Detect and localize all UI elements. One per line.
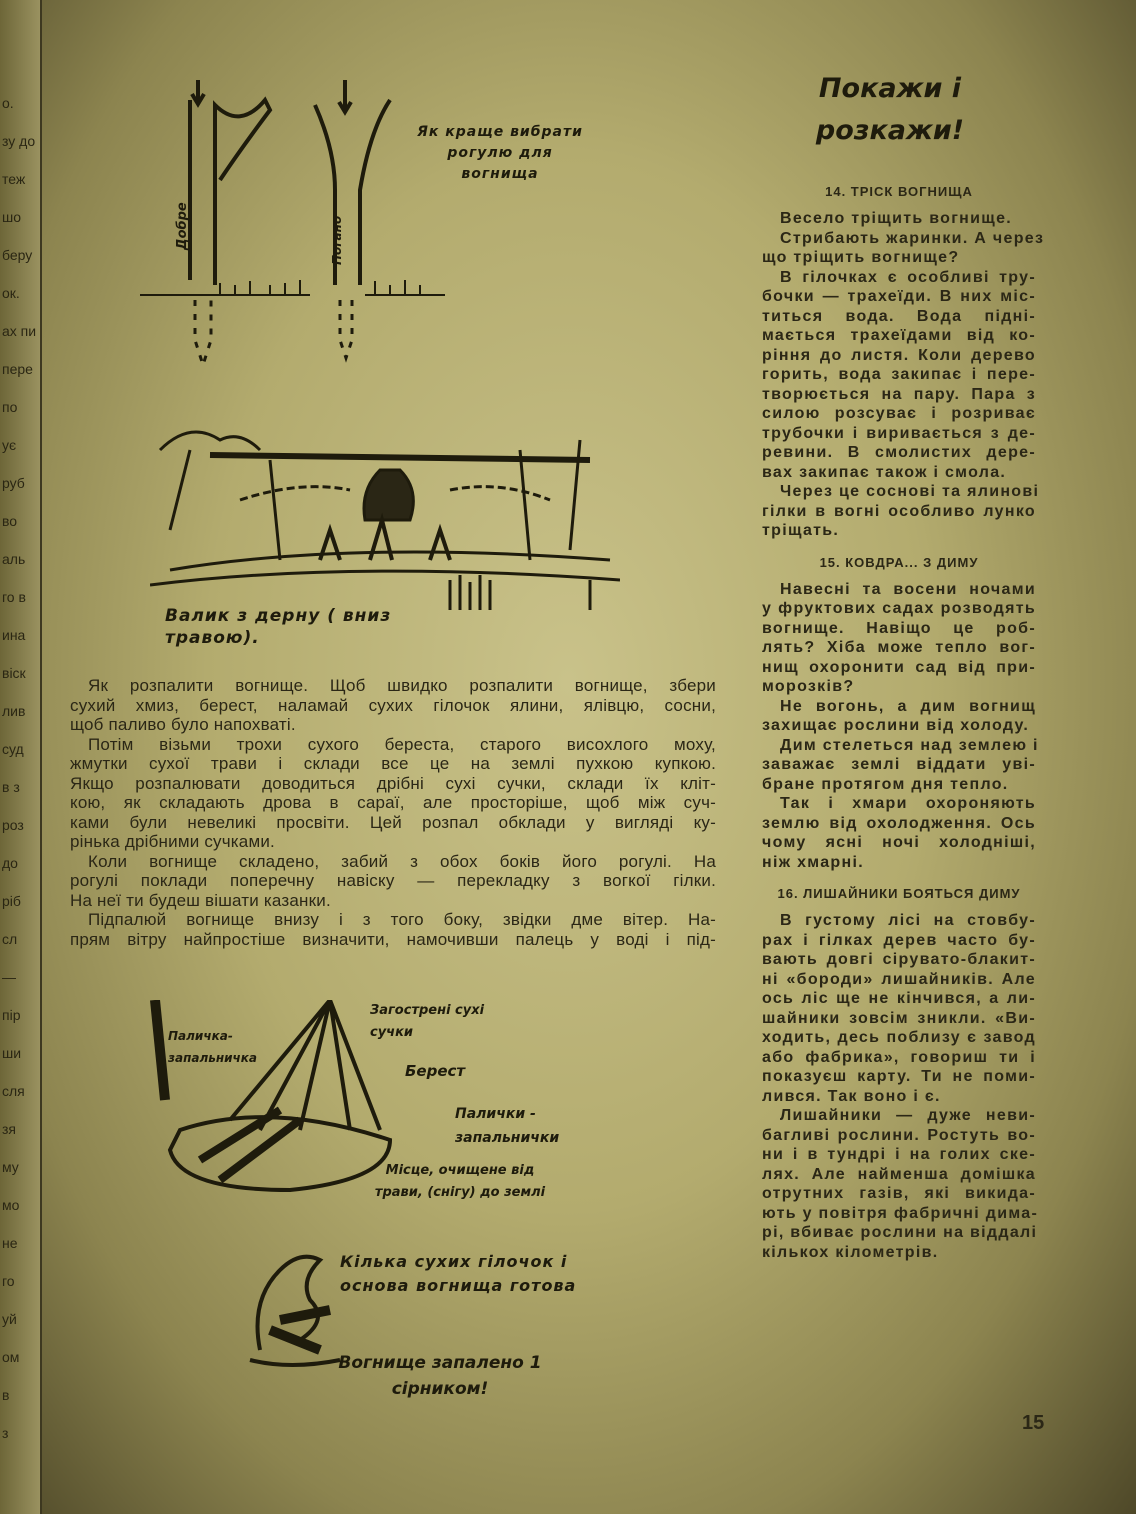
facing-page-fragment: до xyxy=(2,855,18,871)
section-line: Не вогонь, а дим вогнищ xyxy=(780,697,1036,715)
section-line: трубочки і виривається з де- xyxy=(762,424,1036,442)
section-line: бочки — трахеїди. В них міс- xyxy=(762,288,1036,305)
label-bark: Берест xyxy=(405,1062,466,1080)
section-line: силою розсуває і розриває xyxy=(762,405,1036,422)
label-fire-lit: Вогнище запалено 1 сірником! xyxy=(338,1353,542,1399)
facing-page-fragment: ина xyxy=(2,627,26,643)
rubric-title: Покажи і розкажи! xyxy=(815,73,965,146)
facing-page-fragment: сля xyxy=(2,1083,25,1099)
section-line: ють у повітря фабричні дима- xyxy=(762,1204,1039,1222)
section-line: Лишайники — дуже неви- xyxy=(780,1107,1036,1124)
facing-page-fragment: руб xyxy=(2,475,25,491)
section-line: або фабрика», говориш ти і xyxy=(762,1048,1036,1066)
article-line: Коли вогнище складено, забий з обох боків його рогулі. На xyxy=(88,851,716,871)
section-line: нищ охоронити сад від при- xyxy=(762,658,1036,676)
section-line: ни і в тундрі і на голих ске- xyxy=(762,1146,1036,1163)
facing-page-fragment: теж xyxy=(2,171,26,187)
section-heading: 14. ТРІСК ВОГНИЩА xyxy=(825,184,973,199)
label-sharpened-twigs: Загострені сухі сучки xyxy=(370,1003,485,1040)
section-line: отрутних газів, які викида- xyxy=(762,1185,1036,1202)
facing-page-fragment: в xyxy=(2,1387,10,1403)
section-line: Дим стелеться над землею і xyxy=(780,736,1039,754)
section-line: Стрибають жаринки. А через xyxy=(780,229,1045,247)
main-article xyxy=(70,676,716,949)
article-line: ками були невеликі просвіти. Цей розпал обклади у вигляді ку- xyxy=(70,812,716,832)
section-line: землю від охолодження. Ось xyxy=(762,814,1036,832)
facing-page-edge xyxy=(0,0,42,1514)
facing-page-fragment: го xyxy=(2,1273,15,1289)
section-line: кількох кілометрів. xyxy=(762,1243,939,1261)
article-line: На неї ти будеш вішати казанки. xyxy=(70,890,331,910)
section-line: захищає рослини від холоду. xyxy=(762,717,1030,734)
section-line: вогнище. Навіщо це роб- xyxy=(762,619,1036,637)
section-line: рах і гілках дерев часто бу- xyxy=(762,931,1036,949)
article-line: Як розпалити вогнище. Щоб швидко розпалити вогнище, збери xyxy=(88,676,716,695)
section-line: ревини. В смолистих дере- xyxy=(762,444,1036,461)
facing-page-fragment: о. xyxy=(2,95,14,111)
facing-page-fragment: в з xyxy=(2,779,20,795)
section-line: горить, вода закипає і пере- xyxy=(762,366,1036,383)
section-line: лять? Хіба може тепло вог- xyxy=(762,639,1036,656)
fork-label-good: Добре xyxy=(175,202,190,250)
article-line: Якщо розпалювати доводиться дрібні сухі сучки, склади їх кліт- xyxy=(70,773,716,793)
section-line: титься вода. Вода підні- xyxy=(762,307,1036,325)
label-lighter-sticks: Палички - запальнички xyxy=(455,1106,560,1146)
section-line: Весело тріщить вогнище. xyxy=(780,210,1013,227)
facing-page-fragment: му xyxy=(2,1159,19,1175)
facing-page-fragment: го в xyxy=(2,589,26,605)
facing-page-fragment: беру xyxy=(2,247,33,263)
article-line: щоб паливо було напохваті. xyxy=(70,715,296,734)
facing-page-fragment: уй xyxy=(2,1311,17,1327)
section-line: Навесні та восени ночами xyxy=(780,580,1036,598)
section-line: лився. Так воно і є. xyxy=(762,1087,941,1105)
section-line: морозків? xyxy=(762,678,855,695)
section-line: лях. Але найменша домішка xyxy=(762,1165,1036,1183)
fork-label-bad: Погано xyxy=(330,215,344,265)
facing-page-fragment: ок. xyxy=(2,285,20,301)
section-line: творюється на пару. Пара з xyxy=(762,385,1036,403)
facing-page-fragment: віск xyxy=(2,665,26,681)
fire-label: Валик з дерну ( вниз травою). xyxy=(165,606,392,648)
section-line: мається трахеїдами від ко- xyxy=(762,327,1036,344)
section-line: ніж хмарні. xyxy=(762,853,864,871)
forks-illustration xyxy=(120,70,450,370)
article-line: Підпалюй вогнище внизу і з того боку, звідки дме вітер. На- xyxy=(88,910,716,929)
section-line: ходить, десь поблизу є завод xyxy=(762,1029,1036,1046)
facing-page-fragment: по xyxy=(2,399,18,415)
facing-page-fragment: ріб xyxy=(2,893,21,909)
facing-page-fragment: аль xyxy=(2,551,26,567)
section-line: тріщать. xyxy=(762,522,840,539)
section-line: Через це соснові та ялинові xyxy=(780,483,1040,500)
article-line: кою, як складають дрова в сараї, але просторіше, щоб між суч- xyxy=(70,793,716,812)
section-line: гілки в вогні особливо лунко xyxy=(762,502,1036,520)
section-line: чому ясні ночі холодніші, xyxy=(762,834,1036,851)
label-cleared-place: Місце, очищене від трави, (снігу) до землі xyxy=(374,1163,546,1200)
side-column xyxy=(762,170,1045,1262)
forks-title: Як краще вибрати рогулю для вогнища xyxy=(417,124,583,182)
article-line: прям вітру найпростіше визначити, намочивши палець у воді і під- xyxy=(70,929,716,949)
section-line: В густому лісі на стовбу- xyxy=(780,912,1036,929)
section-line: рі, вбиває рослини на віддалі xyxy=(762,1224,1038,1241)
section-line: у фруктових садах розводять xyxy=(762,600,1036,617)
facing-page-fragment: лив xyxy=(2,703,26,719)
facing-page-fragment: зу до xyxy=(2,133,36,149)
facing-page-fragment: ах пи xyxy=(2,323,37,339)
facing-page-fragment: сл xyxy=(2,931,18,947)
section-line: вах закипає також і смола. xyxy=(762,463,1007,481)
label-lighter-stick: Паличка-запальничка xyxy=(168,1029,258,1065)
section-line: заважає землі віддати уві- xyxy=(762,756,1036,773)
facing-page-fragment: мо xyxy=(2,1197,20,1213)
article-line: жмутки сухої трави і склади все це на землі пухкою купкою. xyxy=(70,754,716,773)
facing-page-fragment: з xyxy=(2,1425,9,1441)
section-line: ріння до листя. Коли дерево xyxy=(762,346,1036,364)
facing-page-fragment: шо xyxy=(2,209,22,225)
label-twigs-ready: Кілька сухих гілочок і основа вогнища готова xyxy=(340,1252,577,1295)
section-heading: 16. ЛИШАЙНИКИ БОЯТЬСЯ ДИМУ xyxy=(777,886,1021,901)
page-number: 15 xyxy=(1022,1412,1045,1434)
facing-page-fragment: ує xyxy=(2,437,17,453)
section-line: ні «бороди» лишайників. Але xyxy=(762,970,1036,988)
article-line: Потім візьми трохи сухого береста, старого висохлого моху, xyxy=(88,734,716,754)
section-line: вають довгі сірувато-блакит- xyxy=(762,951,1036,968)
section-heading: 15. КОВДРА... З ДИМУ xyxy=(819,554,979,570)
facing-page-fragment: роз xyxy=(2,817,24,833)
section-line: ось ліс ще не кінчився, а ли- xyxy=(762,990,1036,1007)
section-line: шайники зовсім зникли. «Ви- xyxy=(762,1009,1036,1027)
article-line: сухий хмиз, берест, наламай сухих гілочок ялини, ялівцю, сосни, xyxy=(70,695,716,715)
facing-page-fragment: — xyxy=(2,969,16,985)
facing-page-fragment: не xyxy=(2,1235,18,1251)
facing-page-fragment: ши xyxy=(2,1045,22,1061)
section-line: багливі рослини. Ростуть во- xyxy=(762,1126,1036,1144)
section-line: показуєш карту. Ти не поми- xyxy=(762,1068,1036,1085)
facing-page-fragment: пере xyxy=(2,361,33,377)
facing-page-fragment: зя xyxy=(2,1121,16,1137)
facing-page-fragment: суд xyxy=(2,741,24,757)
facing-page-fragment: пір xyxy=(2,1007,21,1023)
facing-page-fragment: ом xyxy=(2,1349,20,1365)
section-line: бране протягом дня тепло. xyxy=(762,775,1009,793)
section-line: В гілочках є особливі тру- xyxy=(780,268,1036,286)
article-line: рогулі поклади поперечну навіску — перекладку з вогкої гілки. xyxy=(70,871,716,890)
section-line: що тріщить вогнище? xyxy=(762,249,960,266)
section-line: Так і хмари охороняють xyxy=(780,795,1036,812)
facing-page-fragment: во xyxy=(2,513,18,529)
article-line: рінька дрібними сучками. xyxy=(70,832,275,851)
